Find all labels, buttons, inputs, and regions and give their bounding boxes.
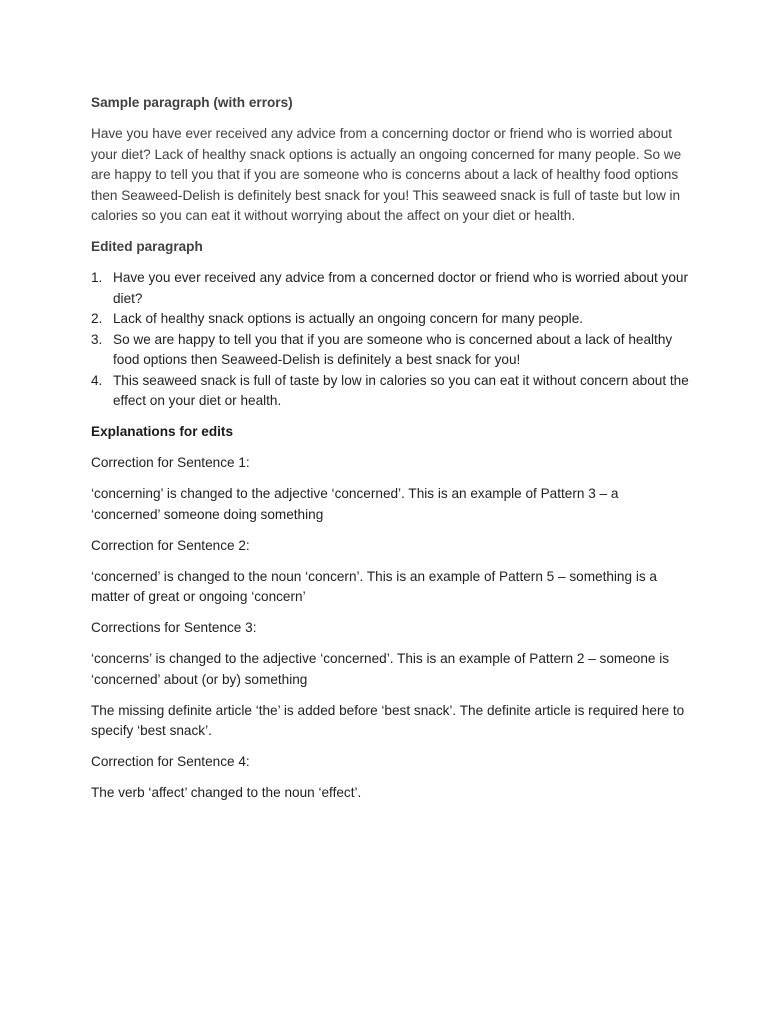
list-item-number: 2. (91, 311, 103, 326)
list-item-text: Lack of healthy snack options is actually an ongoing concern for many people. (113, 311, 584, 326)
sentence-3-correction-title: Corrections for Sentence 3: (91, 620, 257, 635)
list-item-number: 4. (91, 372, 103, 388)
list-item (91, 371, 691, 412)
document-page (91, 93, 691, 814)
sentence-1-correction-text: ‘concerning’ is changed to the adjective ‘concerned’. This is an example of Pattern 3 – a ‘concerned’ someone doing something (91, 486, 619, 522)
explanations-heading: Explanations for edits (91, 424, 234, 439)
list-item (91, 268, 691, 309)
list-item (91, 309, 691, 330)
sentence-3-correction-text-a: ‘concerns’ is changed to the adjective ‘concerned’. This is an example of Pattern 2 – someone is ‘concerned’ about (or by) something (91, 651, 670, 687)
sentence-2-correction-text: ‘concerned’ is changed to the noun ‘concern’. This is an example of Pattern 5 – something is a matter of great or ongoing ‘concern’ (91, 568, 657, 604)
sentence-4-correction-title: Correction for Sentence 4: (91, 754, 250, 769)
list-item-number: 1. (91, 270, 103, 285)
edited-paragraph-heading: Edited paragraph (91, 239, 203, 254)
list-item-text: This seaweed snack is full of taste by low in calories so you can eat it without concern about the effect on your diet or health. (113, 372, 689, 408)
sample-paragraph-heading: Sample paragraph (with errors) (91, 95, 293, 110)
sentence-2-correction-title: Correction for Sentence 2: (91, 537, 250, 553)
list-item-text: So we are happy to tell you that if you are someone who is concerned about a lack of healthy food options then Seaweed-Delish is definitely a best snack for you! (113, 331, 673, 367)
list-item-text: Have you ever received any advice from a concerned doctor or friend who is worried about your diet? (113, 270, 689, 306)
edited-sentence-list (91, 268, 691, 412)
sentence-3-correction-text-b: The missing definite article ‘the’ is added before ‘best snack’. The definite article is required here to specify ‘best snack’. (91, 702, 685, 738)
list-item-number: 3. (91, 331, 103, 347)
sample-paragraph-text: Have you have ever received any advice from a concerning doctor or friend who is worried about your diet? Lack of healthy snack options is actually an ongoing concerned for many people. So we are happy to tell you that if you are someone who is concerns about a lack of healthy food options then Seaweed-Delish is definitely best snack for you! This seaweed snack is full of taste but low in calories so you can eat it without worrying about the affect on your diet or health. (91, 126, 682, 223)
sentence-1-correction-title: Correction for Sentence 1: (91, 455, 250, 470)
sentence-4-correction-text: The verb ‘affect’ changed to the noun ‘effect’. (91, 785, 362, 800)
list-item (91, 330, 691, 371)
